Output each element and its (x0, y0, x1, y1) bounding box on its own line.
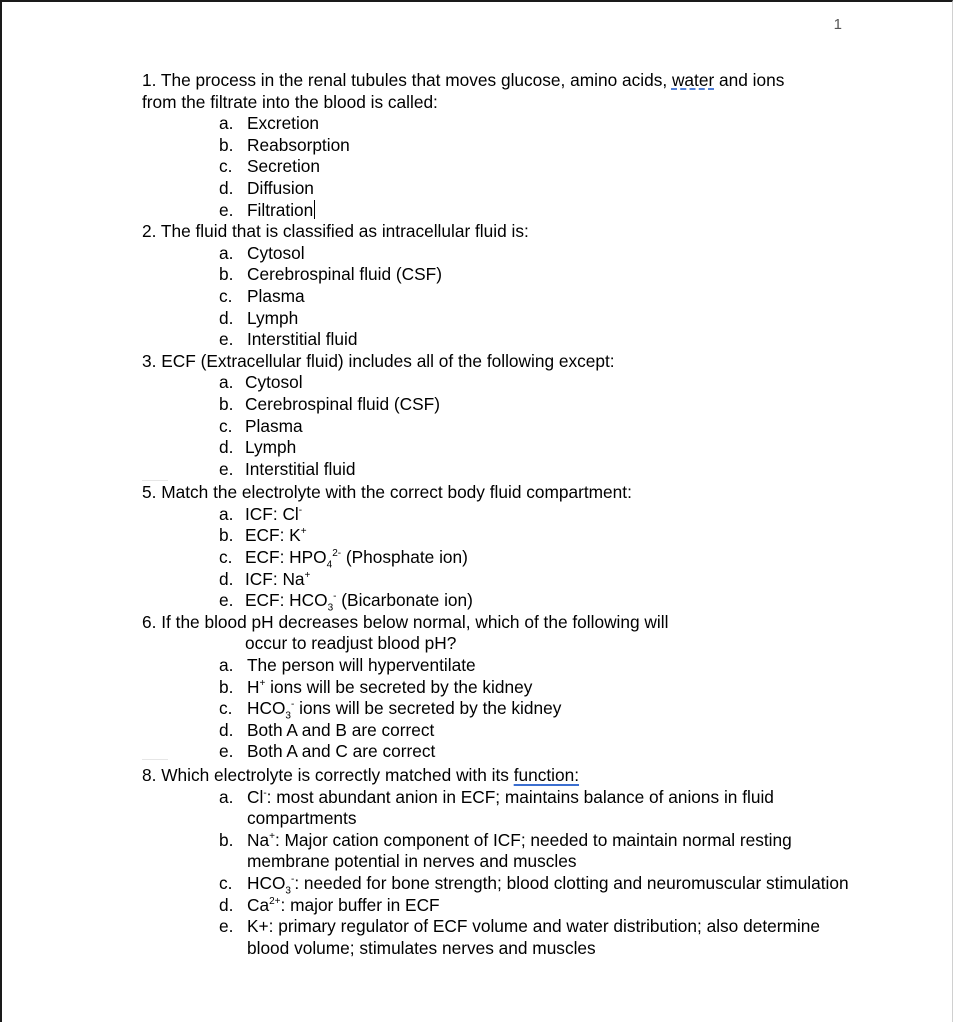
list-item: a. Cytosol (219, 242, 305, 263)
question-5-options (142, 504, 852, 612)
list-item: c. Plasma (219, 285, 305, 306)
question-3 (142, 351, 852, 481)
list-item: c. Secretion (219, 156, 321, 177)
text-cursor (314, 200, 315, 219)
list-item: c. ECF: $HPO_4^{2-}$ (Phosphate ion) (219, 547, 468, 571)
question-2-options (142, 243, 852, 351)
list-item: d. Diffusion (219, 177, 314, 198)
list-item: a. ICF: Cl- (219, 503, 303, 524)
list-item: c. $HCO_3^-$: needed for bone strength; blood clotting and neuromuscular stimulation (219, 872, 849, 897)
list-item: e. Both A and C are correct (219, 741, 436, 762)
spellcheck-flag[interactable]: water (671, 70, 715, 90)
list-item: d. $Ca^{2+}$: major buffer in ECF (219, 894, 440, 915)
question-1-text: 1. The process in the renal tubules that moves glucose, amino acids, water and ions (142, 70, 785, 90)
list-item: a. Excretion (219, 113, 320, 134)
question-8-options (142, 787, 852, 960)
question-6-text-line2: occur to readjust blood pH? (245, 633, 457, 654)
question-3-text: 3. ECF (Extracellular fluid) includes all of the following except: (142, 350, 615, 371)
question-8 (142, 765, 852, 959)
list-item: b. H+ ions will be secreted by the kidney (219, 676, 533, 697)
question-6-text: 6. If the blood pH decreases below normal, which of the following will (142, 611, 669, 632)
question-3-options (142, 372, 852, 480)
list-item: a. The person will hyperventilate (219, 655, 476, 676)
question-5 (142, 482, 852, 612)
list-item: c. $HCO_3^-$ ions will be secreted by the kidney (219, 698, 562, 722)
grammar-flag[interactable]: function: (513, 765, 580, 785)
question-6 (142, 612, 852, 763)
question-1 (142, 70, 852, 221)
list-item: b. ECF: K+ (219, 525, 307, 546)
list-item: b. Cerebrospinal fluid (CSF) (219, 264, 442, 285)
list-item: b. Na+: Major cation component of ICF; needed to maintain normal resting membrane potential in nerves and muscles (219, 829, 792, 872)
page-number: 1 (833, 16, 842, 33)
list-item: e. Interstitial fluid (219, 458, 356, 479)
list-item: d. Lymph (219, 307, 299, 328)
list-item: e. K+: primary regulator of ECF volume and water distribution; also determine blood volume; stimulates nerves and muscles (219, 916, 820, 958)
question-1-options (142, 113, 852, 221)
list-item: b. Cerebrospinal fluid (CSF) (219, 393, 440, 414)
list-item: d. Both A and B are correct (219, 719, 435, 740)
question-2 (142, 221, 852, 351)
list-item: b. Reabsorption (219, 134, 350, 155)
document-body[interactable] (142, 70, 852, 959)
question-6-options (142, 655, 852, 763)
question-5-text: 5. Match the electrolyte with the correct body fluid compartment: (142, 482, 632, 503)
question-8-text: 8. Which electrolyte is correctly matched with its function: (142, 765, 580, 785)
list-item: a. Cl-: most abundant anion in ECF; maintains balance of anions in fluid compartments (219, 786, 774, 829)
question-2-text: 2. The fluid that is classified as intracellular fluid is: (142, 221, 529, 242)
list-item: c. Plasma (219, 415, 303, 436)
list-item: e. Interstitial fluid (219, 329, 358, 350)
list-item: e. ECF: $HCO_3^-$ (Bicarbonate ion) (219, 590, 473, 614)
list-item: e. Filtration (219, 199, 314, 220)
list-item: a. Cytosol (219, 372, 303, 393)
list-item: d. Lymph (219, 437, 297, 458)
question-1-text-line2: from the filtrate into the blood is called: (142, 91, 438, 112)
list-item: d. ICF: Na+ (219, 568, 311, 589)
